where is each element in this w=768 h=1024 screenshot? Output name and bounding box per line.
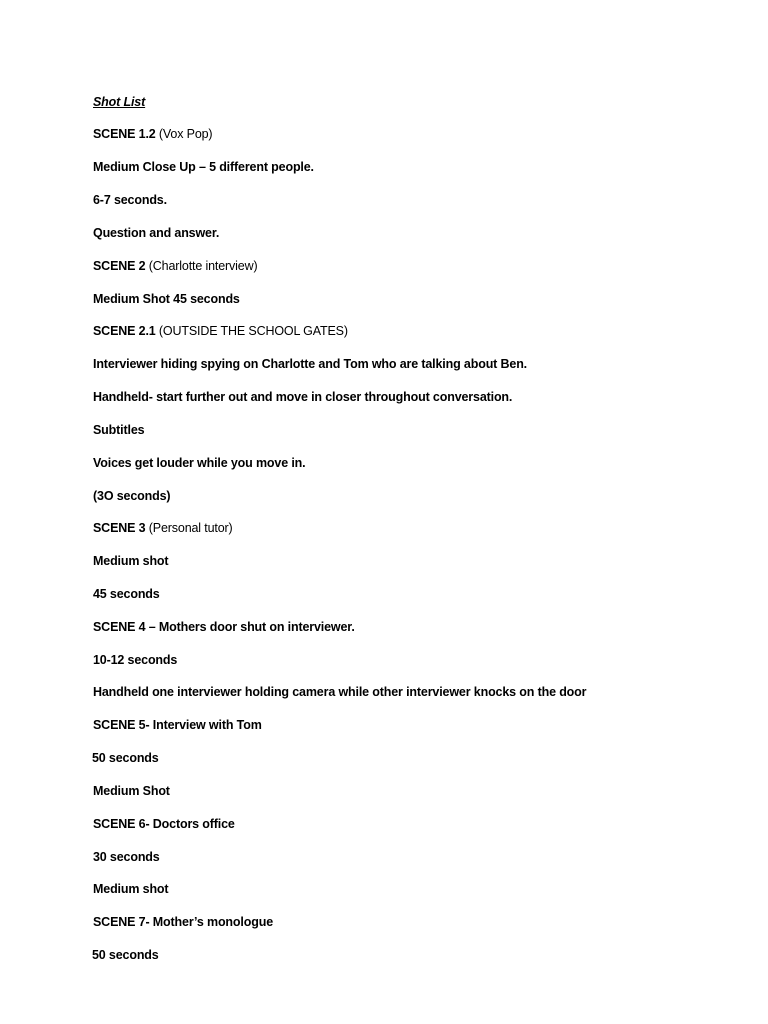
shot-line: [93, 586, 160, 602]
shot-text: Voices get louder while you move in.: [93, 456, 306, 470]
shot-line: [93, 159, 314, 175]
scene-label: SCENE 3: [93, 521, 146, 535]
shot-text: Handheld one interviewer holding camera while other interviewer knocks on the door: [93, 685, 587, 699]
shot-line: [93, 652, 177, 668]
scene-note: (OUTSIDE THE SCHOOL GATES): [155, 324, 348, 338]
shot-line: [93, 192, 167, 208]
shot-line: [93, 488, 170, 504]
shot-text: Handheld- start further out and move in closer throughout conversation.: [93, 390, 513, 404]
scene-note: (Vox Pop): [155, 127, 213, 141]
shot-line-scene-2: [93, 258, 257, 274]
scene-label: SCENE 2: [93, 259, 146, 273]
shot-text: Medium Shot 45 seconds: [93, 292, 240, 306]
scene-label: SCENE 2.1: [93, 324, 156, 338]
shot-line: [93, 356, 527, 372]
scene-label: SCENE 1.2: [93, 127, 156, 141]
shot-text: 45 seconds: [93, 587, 160, 601]
shot-text: 10-12 seconds: [93, 653, 178, 667]
shot-line: [93, 684, 586, 700]
shot-text: 50 seconds: [92, 948, 159, 962]
shot-line-scene-1-2: [93, 126, 212, 142]
shot-text: Medium Close Up – 5 different people.: [93, 160, 314, 174]
shot-text: (3O seconds): [93, 489, 171, 503]
shot-line: [93, 225, 219, 241]
scene-label: SCENE 4 – Mothers door shut on interviewer.: [93, 620, 355, 634]
scene-note: (Personal tutor): [145, 521, 233, 535]
shot-line-scene-5: [93, 717, 262, 733]
shot-line-scene-2-1: [93, 323, 348, 339]
shot-line: [92, 947, 159, 963]
shot-line-scene-4: [93, 619, 355, 635]
shot-line: [93, 849, 160, 865]
shot-line-scene-7: [93, 914, 273, 930]
shot-text: 30 seconds: [93, 850, 160, 864]
shot-text: Interviewer hiding spying on Charlotte and Tom who are talking about Ben.: [93, 357, 527, 371]
scene-note: (Charlotte interview): [145, 259, 258, 273]
scene-label: SCENE 7- Mother’s monologue: [93, 915, 273, 929]
shot-text: Subtitles: [93, 423, 145, 437]
shot-text: 6-7 seconds.: [93, 193, 167, 207]
shot-line: [93, 422, 144, 438]
shot-line: [92, 750, 159, 766]
shot-line: [93, 389, 512, 405]
shot-line: [93, 455, 305, 471]
scene-label: SCENE 6- Doctors office: [93, 817, 235, 831]
shot-text: Medium shot: [93, 882, 169, 896]
shot-text: 50 seconds: [92, 751, 159, 765]
scene-label: SCENE 5- Interview with Tom: [93, 718, 262, 732]
shot-line: [93, 881, 168, 897]
shot-line: [93, 291, 240, 307]
shot-line: [93, 553, 168, 569]
shot-text: Medium Shot: [93, 784, 170, 798]
shot-text: Medium shot: [93, 554, 169, 568]
shot-line: [93, 783, 170, 799]
document-title: Shot List: [93, 95, 146, 109]
shot-text: Question and answer.: [93, 226, 220, 240]
shot-line-scene-3: [93, 520, 233, 536]
shot-line-scene-6: [93, 816, 235, 832]
